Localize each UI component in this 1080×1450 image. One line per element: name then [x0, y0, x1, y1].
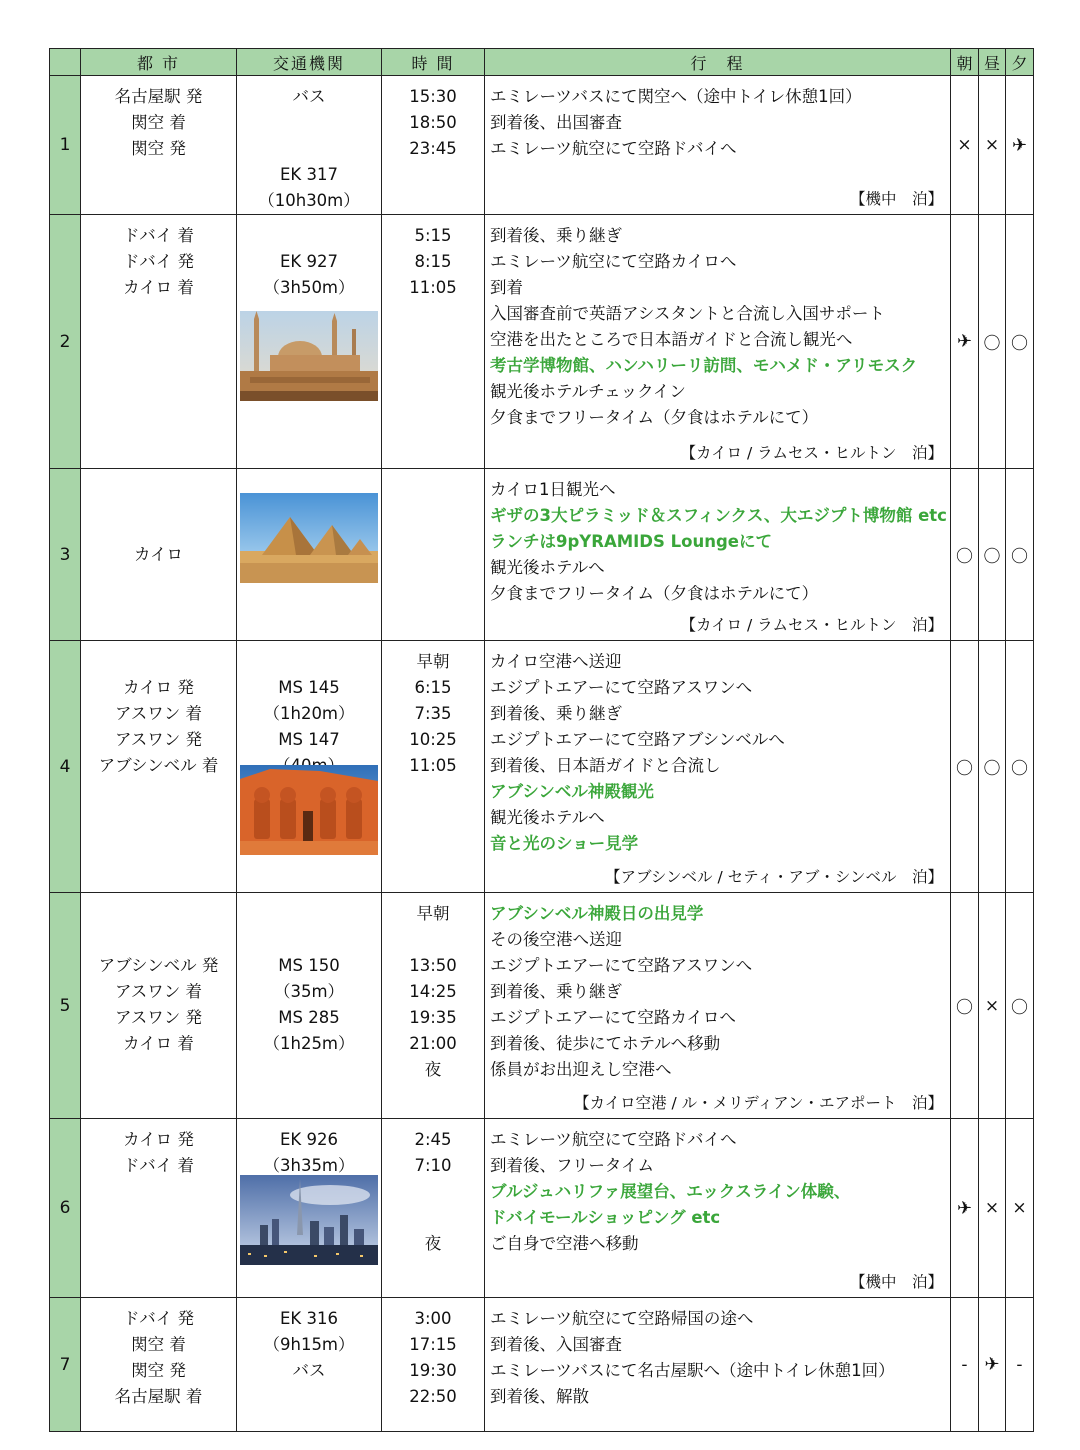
day-row — [50, 893, 1034, 1119]
transport-line-list — [237, 641, 381, 779]
city-line: ドバイ 着 — [123, 1156, 194, 1175]
time-line: 13:50 — [409, 956, 457, 975]
transport-line: バス — [292, 87, 326, 106]
transport-line — [237, 649, 381, 675]
transport-cell — [237, 469, 382, 641]
itinerary-line: 観光後ホテルへ — [490, 808, 605, 827]
day-row — [50, 1298, 1034, 1432]
meal-dinner — [1006, 893, 1034, 1119]
city-cell — [81, 641, 237, 893]
meal-lunch — [979, 76, 1006, 215]
time-line-list — [382, 641, 484, 779]
meal-mark: 〇 — [983, 334, 1001, 354]
city-line: 名古屋駅 着 — [114, 1387, 203, 1406]
meal-mark: 〇 — [956, 998, 973, 1018]
meal-lunch — [979, 215, 1006, 469]
city-line: アスワン 発 — [114, 1008, 203, 1027]
itinerary-highlight: 考古学博物館、ハンハリーリ訪問、モハメド・アリモスク — [490, 356, 918, 375]
itinerary-line: エミレーツ航空にて空路帰国の途へ — [490, 1309, 754, 1328]
hotel-label: 【カイロ / ラムセス・ヒルトン 泊】 — [680, 444, 943, 462]
time-line — [382, 927, 484, 953]
city-line-list — [81, 1119, 236, 1179]
time-line: 15:30 — [409, 87, 457, 106]
hotel-label: 【アブシンベル / セティ・アブ・シンベル 泊】 — [605, 868, 943, 886]
transport-line: （1h20m） — [263, 704, 355, 723]
transport-line: EK 926 — [280, 1130, 338, 1149]
transport-cell — [237, 1119, 382, 1298]
itinerary-highlight: ブルジュハリファ展望台、エックスライン体験、 — [490, 1182, 851, 1201]
time-line: 3:00 — [414, 1309, 452, 1328]
city-line: アブシンベル 着 — [98, 756, 219, 775]
meal-mark: 〇 — [956, 547, 973, 567]
time-line-list — [382, 893, 484, 1083]
city-line: 関空 発 — [131, 139, 186, 158]
meal-breakfast — [951, 1119, 979, 1298]
time-line: 11:05 — [409, 756, 457, 775]
meal-dinner — [1006, 215, 1034, 469]
itinerary-line: 到着 — [490, 278, 523, 297]
meal-breakfast — [951, 641, 979, 893]
transport-line — [237, 927, 381, 953]
city-line: カイロ 発 — [123, 678, 194, 697]
day-row — [50, 469, 1034, 641]
meal-mark: × — [984, 995, 1000, 1016]
city-line: 名古屋駅 発 — [114, 87, 203, 106]
itinerary-list — [485, 215, 950, 431]
meal-mark: 〇 — [1011, 547, 1028, 567]
time-line: 2:45 — [414, 1130, 452, 1149]
transport-line-list — [237, 76, 381, 214]
time-cell — [382, 1119, 485, 1298]
itinerary-cell — [485, 469, 951, 641]
itinerary-line: 夕食までフリータイム（夕食はホテルにて） — [490, 584, 819, 603]
time-cell — [382, 76, 485, 215]
time-line: 夜 — [424, 1234, 442, 1253]
itinerary-list — [485, 641, 950, 857]
itinerary-line: エジプトエアーにて空路カイロへ — [490, 1008, 736, 1027]
time-line: 19:30 — [409, 1361, 457, 1380]
meal-mark: - — [1016, 1354, 1023, 1375]
hotel-label: 【カイロ / ラムセス・ヒルトン 泊】 — [680, 616, 943, 634]
transport-line-list — [237, 469, 381, 477]
itinerary-highlight: アブシンベル神殿観光 — [490, 782, 654, 801]
city-cell — [81, 893, 237, 1119]
time-line — [382, 1205, 484, 1231]
itinerary-line: 係員がお出迎えし空港へ — [490, 1060, 672, 1079]
itinerary-cell — [485, 641, 951, 893]
meal-dinner — [1006, 469, 1034, 641]
hotel-label: 【機中 泊】 — [849, 1273, 943, 1291]
city-line-list — [81, 76, 236, 162]
time-line: 11:05 — [409, 278, 457, 297]
time-cell — [382, 215, 485, 469]
itinerary-highlight: ギザの3大ピラミッド＆スフィンクス、大エジプト博物館 etc — [490, 506, 947, 525]
transport-line-list — [237, 1298, 381, 1384]
city-line-list — [81, 1298, 236, 1410]
transport-cell — [237, 1298, 382, 1432]
transport-cell — [237, 215, 382, 469]
time-line — [382, 1179, 484, 1205]
itinerary-cell — [485, 1298, 951, 1432]
itinerary-highlight: ドバイモールショッピング etc — [490, 1208, 721, 1227]
transport-line — [237, 136, 381, 162]
header-dinner: 夕 — [1006, 49, 1034, 76]
header-itinerary: 行 程 — [485, 49, 951, 76]
transport-line — [237, 223, 381, 249]
itinerary-line: 夕食までフリータイム（夕食はホテルにて） — [490, 408, 819, 427]
day-row — [50, 76, 1034, 215]
city-line-list — [81, 215, 236, 301]
transport-line: MS 147 — [278, 730, 340, 749]
city-line-list — [81, 893, 236, 1057]
itinerary-line: エミレーツバスにて名古屋駅へ（途中トイレ休憩1回） — [490, 1361, 895, 1380]
time-line-list — [382, 1298, 484, 1410]
city-line: カイロ 発 — [123, 1130, 194, 1149]
dubai-photo — [240, 1175, 378, 1265]
itinerary-line: 到着後、徒歩にてホテルへ移動 — [490, 1034, 721, 1053]
meal-dinner — [1006, 641, 1034, 893]
time-line-list — [382, 469, 484, 477]
airplane-icon: ✈ — [1011, 134, 1028, 156]
itinerary-line: エミレーツ航空にて空路カイロへ — [490, 252, 737, 271]
time-line: 8:15 — [414, 252, 452, 271]
meal-mark: 〇 — [1011, 759, 1028, 779]
day-number: 4 — [50, 641, 81, 893]
itinerary-line: その後空港へ送迎 — [490, 930, 622, 949]
day-number: 1 — [50, 76, 81, 215]
transport-line: MS 150 — [278, 956, 340, 975]
itinerary-list — [485, 76, 950, 162]
itinerary-line: 到着後、乗り継ぎ — [490, 226, 622, 245]
transport-line — [237, 901, 381, 927]
meal-lunch — [979, 1298, 1006, 1432]
meal-breakfast — [951, 76, 979, 215]
transport-line: （35m） — [273, 982, 345, 1001]
day-row — [50, 215, 1034, 469]
day-number: 5 — [50, 893, 81, 1119]
city-line-list — [81, 641, 236, 779]
transport-line — [237, 110, 381, 136]
transport-line: EK 927 — [280, 252, 338, 271]
time-line-list — [382, 1119, 484, 1257]
meal-lunch — [979, 893, 1006, 1119]
pyramids-photo — [240, 493, 378, 583]
itinerary-line: 観光後ホテルチェックイン — [490, 382, 686, 401]
time-cell — [382, 1298, 485, 1432]
city-line: アスワン 着 — [114, 704, 203, 723]
day-number: 2 — [50, 215, 81, 469]
time-line: 10:25 — [409, 730, 457, 749]
day-number: 3 — [50, 469, 81, 641]
header-row — [50, 49, 1034, 76]
itinerary-cell — [485, 893, 951, 1119]
airplane-icon: ✈ — [984, 1354, 1000, 1375]
itinerary-line: 到着後、出国審査 — [490, 113, 622, 132]
transport-cell — [237, 641, 382, 893]
time-line: 早朝 — [416, 904, 450, 923]
meal-lunch — [979, 1119, 1006, 1298]
itinerary-list — [485, 469, 950, 607]
day-row — [50, 641, 1034, 893]
meal-dinner — [1006, 76, 1034, 215]
meal-mark: × — [1012, 1198, 1027, 1218]
time-line: 23:45 — [409, 139, 457, 158]
transport-line-list — [237, 893, 381, 1057]
time-line: 7:35 — [414, 704, 452, 723]
city-line: 関空 着 — [131, 1335, 186, 1354]
city-line: カイロ 着 — [123, 1034, 194, 1053]
city-line: アスワン 発 — [114, 730, 203, 749]
itinerary-line: カイロ1日観光へ — [490, 480, 616, 499]
time-line: 6:15 — [414, 678, 452, 697]
city-line: ドバイ 発 — [123, 1309, 194, 1328]
transport-line: （3h35m） — [263, 1156, 355, 1175]
time-line: 17:15 — [409, 1335, 457, 1354]
meal-mark: 〇 — [1011, 334, 1028, 354]
city-cell — [81, 1119, 237, 1298]
meal-mark: 〇 — [983, 547, 1001, 567]
city-line: 関空 着 — [131, 113, 186, 132]
meal-mark: × — [984, 135, 1000, 155]
city-cell — [81, 1298, 237, 1432]
mosque-photo — [240, 311, 378, 401]
time-line: 21:00 — [409, 1034, 457, 1053]
day-number: 7 — [50, 1298, 81, 1432]
city-line: アスワン 着 — [114, 982, 203, 1001]
time-line-list — [382, 76, 484, 162]
hotel-label: 【機中 泊】 — [849, 190, 943, 208]
transport-line: EK 316 — [280, 1309, 338, 1328]
city-cell — [81, 76, 237, 215]
city-line: 関空 発 — [131, 1361, 186, 1380]
time-line: 14:25 — [409, 982, 457, 1001]
header-city: 都 市 — [81, 49, 237, 76]
transport-line: （10h30m） — [258, 191, 360, 210]
city-line: アブシンベル 発 — [98, 956, 219, 975]
meal-breakfast — [951, 1298, 979, 1432]
meal-mark: × — [957, 135, 972, 155]
itinerary-list — [485, 1298, 950, 1410]
itinerary-line: 到着後、フリータイム — [490, 1156, 655, 1175]
meal-mark: 〇 — [956, 759, 973, 779]
meal-mark: × — [984, 1198, 1000, 1218]
day-number: 6 — [50, 1119, 81, 1298]
itinerary-cell — [485, 1119, 951, 1298]
city-line: ドバイ 発 — [123, 252, 194, 271]
meal-mark: - — [961, 1354, 968, 1375]
itinerary-line: 入国審査前で英語アシスタントと合流し入国サポート — [490, 304, 885, 323]
itinerary-line: 到着後、日本語ガイドと合流し — [490, 756, 721, 775]
day-row — [50, 1119, 1034, 1298]
city-line — [81, 901, 236, 927]
city-line — [81, 649, 236, 675]
transport-line: バス — [292, 1361, 326, 1380]
itinerary-list — [485, 1119, 950, 1257]
time-line: 19:35 — [409, 1008, 457, 1027]
city-line: カイロ 着 — [123, 278, 194, 297]
airplane-icon: ✈ — [956, 331, 973, 352]
meal-dinner — [1006, 1119, 1034, 1298]
meal-breakfast — [951, 893, 979, 1119]
header-day — [50, 49, 81, 76]
transport-line-list — [237, 215, 381, 301]
itinerary-line: 到着後、乗り継ぎ — [490, 704, 622, 723]
itinerary-line: エミレーツ航空にて空路ドバイへ — [490, 1130, 737, 1149]
itinerary-list — [485, 893, 950, 1083]
itinerary-highlight: ランチは9pYRAMIDS Loungeにて — [490, 532, 772, 551]
time-line: 7:10 — [414, 1156, 452, 1175]
time-line-list — [382, 215, 484, 301]
time-cell — [382, 641, 485, 893]
transport-line: MS 285 — [278, 1008, 340, 1027]
city-cell — [81, 215, 237, 469]
itinerary-line: エミレーツ航空にて空路ドバイへ — [490, 139, 737, 158]
itinerary-cell — [485, 215, 951, 469]
transport-cell — [237, 76, 382, 215]
meal-breakfast — [951, 215, 979, 469]
transport-line: （1h25m） — [263, 1034, 355, 1053]
header-lunch: 昼 — [979, 49, 1006, 76]
transport-cell — [237, 893, 382, 1119]
itinerary-line: ご自身で空港へ移動 — [490, 1234, 639, 1253]
city-cell — [81, 469, 237, 641]
header-transport: 交通機関 — [237, 49, 382, 76]
meal-dinner — [1006, 1298, 1034, 1432]
itinerary-line: エジプトエアーにて空路アスワンへ — [490, 678, 753, 697]
transport-line: MS 145 — [278, 678, 340, 697]
time-line: 5:15 — [414, 226, 452, 245]
itinerary-highlight: アブシンベル神殿日の出見学 — [490, 904, 704, 923]
itinerary-line: 観光後ホテルへ — [490, 558, 605, 577]
airplane-icon: ✈ — [956, 1197, 973, 1219]
hotel-label: 【カイロ空港 / ル・メリディアン・エアポート 泊】 — [574, 1094, 943, 1112]
meal-mark: 〇 — [1011, 998, 1028, 1018]
abu-simbel-photo — [240, 765, 378, 855]
itinerary-line: 到着後、乗り継ぎ — [490, 982, 622, 1001]
transport-line-list — [237, 1119, 381, 1179]
time-line: 早朝 — [416, 652, 450, 671]
itinerary-line: 到着後、入国審査 — [490, 1335, 622, 1354]
city-line — [81, 927, 236, 953]
city-line: カイロ — [133, 544, 183, 564]
city-line: ドバイ 着 — [123, 226, 194, 245]
header-breakfast: 朝 — [951, 49, 979, 76]
itinerary-cell — [485, 76, 951, 215]
meal-breakfast — [951, 469, 979, 641]
itinerary-line: エジプトエアーにて空路アスワンへ — [490, 956, 753, 975]
meal-mark: 〇 — [983, 759, 1001, 779]
meal-lunch — [979, 641, 1006, 893]
itinerary-line: カイロ空港へ送迎 — [490, 652, 622, 671]
time-cell — [382, 469, 485, 641]
itinerary-line: 到着後、解散 — [490, 1387, 589, 1406]
time-line: 22:50 — [409, 1387, 457, 1406]
itinerary-line: エジプトエアーにて空路アブシンベルへ — [490, 730, 785, 749]
transport-line: （9h15m） — [263, 1335, 355, 1354]
itinerary-highlight: 音と光のショー見学 — [490, 834, 639, 853]
itinerary-line: エミレーツバスにて関空へ（途中トイレ休憩1回） — [490, 87, 862, 106]
transport-line: EK 317 — [280, 165, 338, 184]
itinerary-line: 空港を出たところで日本語ガイドと合流し観光へ — [490, 330, 853, 349]
time-line: 夜 — [424, 1060, 442, 1079]
header-time: 時 間 — [382, 49, 485, 76]
transport-line: （3h50m） — [263, 278, 355, 297]
time-cell — [382, 893, 485, 1119]
meal-lunch — [979, 469, 1006, 641]
itinerary-table — [49, 48, 1034, 1432]
time-line: 18:50 — [409, 113, 457, 132]
